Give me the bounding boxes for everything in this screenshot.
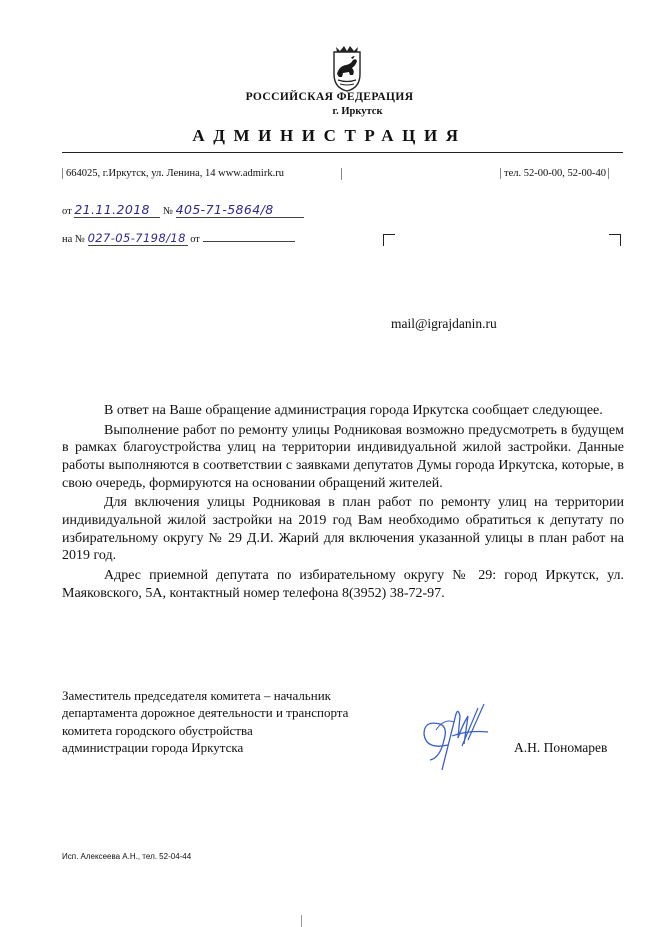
coat-of-arms-icon [322, 44, 372, 92]
address-corner-left [383, 234, 395, 246]
letter-body [62, 402, 624, 604]
reference-date-field [203, 230, 295, 242]
body-paragraph: В ответ на Ваше обращение администрация города Иркутска сообщает следующее. [104, 403, 603, 418]
address-line: 664025, г.Иркутск, ул. Ленина, 14 www.admirk.ru [62, 168, 284, 179]
position-line: Заместитель председателя комитета – начальник [62, 688, 331, 703]
body-paragraph: Для включения улицы Родниковая в план работ по ремонту улиц на территории индивидуальной жилой застройки на 2019 год Вам необходимо обратиться к депутату по избирательному округу № 29 Д.И. Жарий для включения указанной улицы в план работ на 2019 год. [62, 495, 624, 564]
address-corner-right [609, 234, 621, 246]
signatory-position [62, 687, 348, 756]
position-line: администрации города Иркутска [62, 739, 244, 755]
page-fold-mark [301, 915, 302, 927]
outgoing-registration [62, 202, 304, 218]
city-name: г. Иркутск [332, 106, 383, 117]
incoming-registration [62, 230, 295, 246]
position-line: департамента дорожное деятельности и транспорта [62, 705, 349, 721]
body-paragraph: Выполнение работ по ремонту улицы Родниковая возможно предусмотреть в будущем в рамках благоустройства улиц на территории индивидуальной жилой застройки. Данные работы выполняются в соответствии с заявками депутатов Думы города Иркутска, которые, в свою очередь, формируются на основании обращений жителей. [62, 422, 624, 491]
signatory-name: А.Н. Пономарев [514, 740, 608, 755]
reference-number: 027-05-7198/18 [87, 231, 186, 245]
field-tick [341, 168, 342, 180]
outgoing-date: 21.11.2018 [74, 202, 160, 218]
outgoing-number: 405-71-5864/8 [176, 202, 304, 218]
phone-line: тел. 52-00-00, 52-00-40 [500, 168, 609, 179]
body-paragraph: Адрес приемной депутата по избирательному округу № 29: город Иркутск, ул. Маяковского, 5А, контактный номер телефона 8(3952) 38-72-97. [62, 567, 624, 601]
reference-date-label: от [190, 234, 200, 245]
recipient-email: mail@igrajdanin.ru [391, 316, 497, 331]
country-name: РОССИЙСКАЯ ФЕДЕРАЦИЯ [245, 91, 414, 103]
handwritten-signature [418, 700, 498, 775]
number-label: № [162, 206, 173, 217]
organization-title: АДМИНИСТРАЦИЯ [192, 126, 467, 145]
reference-label: на № [62, 234, 85, 245]
header-divider [62, 152, 623, 153]
executor-note: Исп. Алексеева А.Н., тел. 52-04-44 [62, 852, 192, 861]
date-label: от [62, 206, 72, 217]
position-line: комитета городского обустройства [62, 722, 253, 738]
